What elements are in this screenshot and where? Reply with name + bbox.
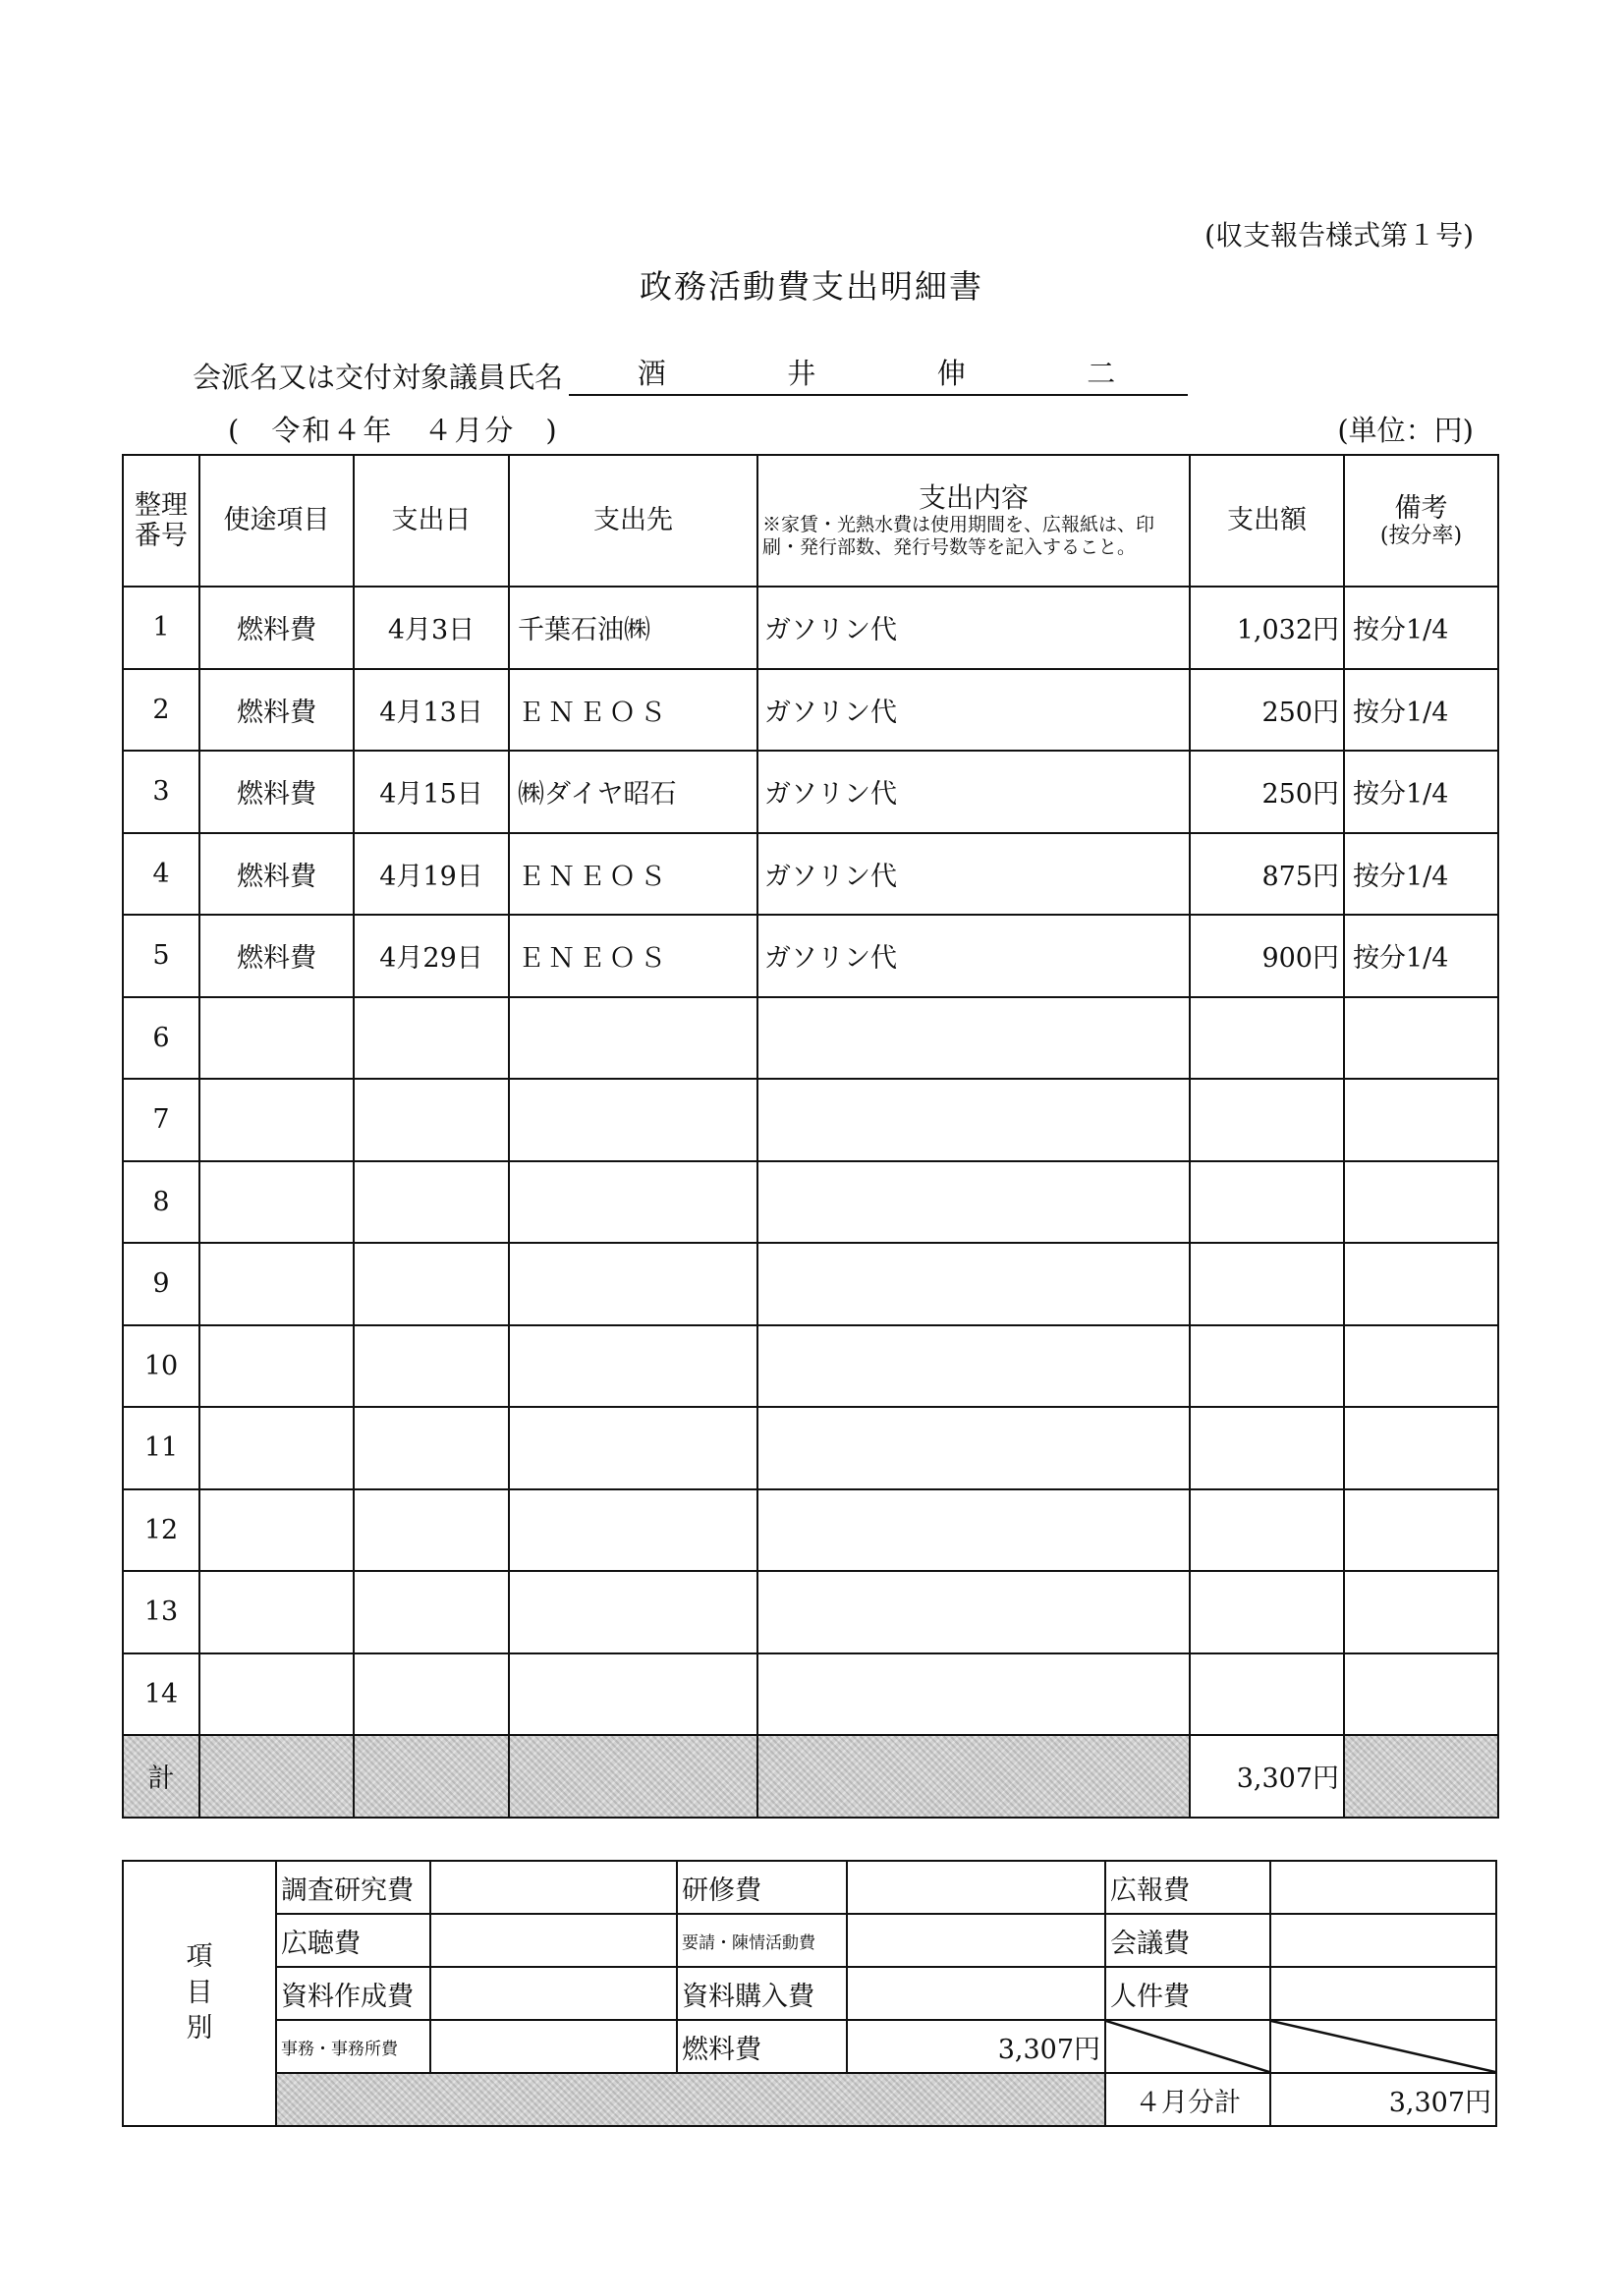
summary-label-materials-purchase: 資料購入費 (677, 1967, 847, 2020)
table-row (123, 915, 1498, 997)
row-category: 燃料費 (199, 587, 354, 669)
row-remarks (1344, 1571, 1498, 1653)
row-category (199, 1571, 354, 1653)
row-no: 1 (123, 587, 199, 669)
row-content (757, 1489, 1190, 1572)
summary-label-pr: 広報費 (1105, 1861, 1270, 1914)
diagonal-strike-cell (1105, 2020, 1270, 2073)
row-date: 4月15日 (354, 751, 509, 833)
header-amount: 支出額 (1190, 455, 1344, 587)
row-category (199, 1325, 354, 1408)
row-remarks (1344, 1653, 1498, 1736)
row-remarks: 按分1/4 (1344, 833, 1498, 916)
row-payee: ＥＮＥＯＳ (509, 669, 757, 752)
member-name-char: 酒 (637, 357, 670, 390)
row-date: 4月29日 (354, 915, 509, 997)
row-date (354, 1489, 509, 1572)
table-row (123, 1079, 1498, 1161)
table-row (123, 1325, 1498, 1408)
total-label: 計 (123, 1735, 199, 1818)
diagonal-strike-cell (1270, 2020, 1496, 2073)
table-row (123, 1489, 1498, 1572)
form-number: (収支報告様式第１号) (1204, 219, 1474, 252)
row-content: ガソリン代 (757, 669, 1190, 752)
table-row (123, 1407, 1498, 1489)
row-payee (509, 1571, 757, 1653)
row-payee: ＥＮＥＯＳ (509, 915, 757, 997)
row-date (354, 1407, 509, 1489)
row-category (199, 1407, 354, 1489)
summary-value-meeting (1270, 1914, 1496, 1967)
row-remarks (1344, 1079, 1498, 1161)
table-row (123, 1161, 1498, 1244)
row-no: 6 (123, 997, 199, 1080)
table-row (123, 1243, 1498, 1325)
table-row (123, 997, 1498, 1080)
row-payee (509, 1243, 757, 1325)
row-no: 13 (123, 1571, 199, 1653)
header-no: 整理 番号 (123, 455, 199, 587)
header-content-note: ※家賃・光熱水費は使用期間を、広報紙は、印刷・発行部数、発行号数等を記入すること。 (762, 514, 1155, 559)
row-date (354, 1571, 509, 1653)
row-amount (1190, 1571, 1344, 1653)
row-no: 14 (123, 1653, 199, 1736)
row-date (354, 1079, 509, 1161)
row-no: 8 (123, 1161, 199, 1244)
table-row (123, 1571, 1498, 1653)
table-header-row (123, 455, 1498, 587)
header-remarks-title: 備考 (1394, 492, 1448, 524)
row-amount (1190, 1079, 1344, 1161)
summary-label-meeting: 会議費 (1105, 1914, 1270, 1967)
summary-value-materials-creation (430, 1967, 677, 2020)
document-title: 政務活動費支出明細書 (640, 267, 983, 306)
total-amount: 3,307円 (1190, 1735, 1344, 1818)
summary-value-fuel: 3,307円 (847, 2020, 1105, 2073)
row-category (199, 997, 354, 1080)
row-date: 4月3日 (354, 587, 509, 669)
row-date (354, 1243, 509, 1325)
row-category (199, 1243, 354, 1325)
row-payee (509, 1653, 757, 1736)
row-category: 燃料費 (199, 669, 354, 752)
member-name-char: 二 (1087, 357, 1120, 390)
row-category (199, 1079, 354, 1161)
row-payee: ㈱ダイヤ昭石 (509, 751, 757, 833)
member-row (193, 352, 1188, 396)
row-remarks (1344, 1407, 1498, 1489)
total-blank (354, 1735, 509, 1818)
row-date: 4月13日 (354, 669, 509, 752)
summary-row (123, 2020, 1496, 2073)
summary-total-row (123, 2073, 1496, 2126)
row-amount (1190, 1243, 1344, 1325)
row-payee: ＥＮＥＯＳ (509, 833, 757, 916)
summary-value-personnel (1270, 1967, 1496, 2020)
month-total-value: 3,307円 (1270, 2073, 1496, 2126)
summary-section-label: 項 目 別 (123, 1861, 276, 2126)
total-blank (509, 1735, 757, 1818)
row-no: 10 (123, 1325, 199, 1408)
row-content: ガソリン代 (757, 751, 1190, 833)
table-row (123, 1653, 1498, 1736)
row-remarks: 按分1/4 (1344, 669, 1498, 752)
row-no: 11 (123, 1407, 199, 1489)
row-amount: 875円 (1190, 833, 1344, 916)
summary-label-materials-creation: 資料作成費 (276, 1967, 430, 2020)
row-payee: 千葉石油㈱ (509, 587, 757, 669)
category-summary-table (122, 1860, 1497, 2127)
summary-value-petition (847, 1914, 1105, 1967)
header-remarks (1344, 455, 1498, 587)
row-payee (509, 1407, 757, 1489)
summary-label-research: 調査研究費 (276, 1861, 430, 1914)
row-category: 燃料費 (199, 915, 354, 997)
member-name (569, 352, 1188, 396)
row-remarks: 按分1/4 (1344, 587, 1498, 669)
summary-label-personnel: 人件費 (1105, 1967, 1270, 2020)
row-remarks: 按分1/4 (1344, 751, 1498, 833)
row-remarks (1344, 1325, 1498, 1408)
row-payee (509, 1489, 757, 1572)
row-date: 4月19日 (354, 833, 509, 916)
row-date (354, 997, 509, 1080)
summary-label-fuel: 燃料費 (677, 2020, 847, 2073)
table-row (123, 833, 1498, 916)
total-blank (757, 1735, 1190, 1818)
header-category: 使途項目 (199, 455, 354, 587)
row-date (354, 1325, 509, 1408)
row-amount: 1,032円 (1190, 587, 1344, 669)
row-payee (509, 1161, 757, 1244)
row-no: 2 (123, 669, 199, 752)
summary-row (123, 1914, 1496, 1967)
row-no: 5 (123, 915, 199, 997)
row-category (199, 1653, 354, 1736)
summary-value-training (847, 1861, 1105, 1914)
summary-value-materials-purchase (847, 1967, 1105, 2020)
row-content (757, 1161, 1190, 1244)
row-content (757, 1407, 1190, 1489)
month-total-label: ４月分計 (1105, 2073, 1270, 2126)
row-remarks (1344, 1161, 1498, 1244)
summary-row (123, 1967, 1496, 2020)
table-row (123, 751, 1498, 833)
member-label: 会派名又は交付対象議員氏名 (193, 361, 564, 394)
row-category (199, 1161, 354, 1244)
summary-label-hearing: 広聴費 (276, 1914, 430, 1967)
summary-shaded-blank (276, 2073, 1105, 2126)
row-content (757, 1571, 1190, 1653)
row-category: 燃料費 (199, 833, 354, 916)
row-no: 9 (123, 1243, 199, 1325)
row-amount: 900円 (1190, 915, 1344, 997)
summary-value-hearing (430, 1914, 677, 1967)
summary-value-research (430, 1861, 677, 1914)
row-payee (509, 1325, 757, 1408)
row-content (757, 1079, 1190, 1161)
summary-label-petition: 要請・陳情活動費 (677, 1914, 847, 1967)
total-row (123, 1735, 1498, 1818)
unit-label: (単位：円) (1337, 414, 1474, 447)
table-row (123, 587, 1498, 669)
row-amount (1190, 997, 1344, 1080)
row-date (354, 1653, 509, 1736)
header-payee: 支出先 (509, 455, 757, 587)
member-name-char: 井 (787, 357, 820, 390)
row-category (199, 1489, 354, 1572)
row-remarks (1344, 997, 1498, 1080)
row-content: ガソリン代 (757, 915, 1190, 997)
row-remarks (1344, 1243, 1498, 1325)
table-row (123, 669, 1498, 752)
header-content-title: 支出内容 (918, 481, 1029, 515)
member-name-char: 伸 (936, 357, 970, 390)
row-amount (1190, 1653, 1344, 1736)
summary-label-office: 事務・事務所費 (276, 2020, 430, 2073)
row-content (757, 1653, 1190, 1736)
row-amount (1190, 1325, 1344, 1408)
row-content: ガソリン代 (757, 587, 1190, 669)
row-amount: 250円 (1190, 751, 1344, 833)
row-no: 4 (123, 833, 199, 916)
row-payee (509, 997, 757, 1080)
row-content (757, 1325, 1190, 1408)
summary-value-pr (1270, 1861, 1496, 1914)
row-payee (509, 1079, 757, 1161)
row-amount (1190, 1489, 1344, 1572)
total-blank (1344, 1735, 1498, 1818)
expenditure-table (122, 454, 1499, 1819)
header-date: 支出日 (354, 455, 509, 587)
header-content (757, 455, 1190, 587)
row-no: 7 (123, 1079, 199, 1161)
row-amount (1190, 1407, 1344, 1489)
row-no: 3 (123, 751, 199, 833)
summary-value-office (430, 2020, 677, 2073)
row-content: ガソリン代 (757, 833, 1190, 916)
row-remarks: 按分1/4 (1344, 915, 1498, 997)
row-amount: 250円 (1190, 669, 1344, 752)
row-content (757, 1243, 1190, 1325)
row-amount (1190, 1161, 1344, 1244)
row-date (354, 1161, 509, 1244)
row-no: 12 (123, 1489, 199, 1572)
header-remarks-sub: (按分率) (1379, 523, 1463, 548)
summary-label-training: 研修費 (677, 1861, 847, 1914)
summary-row (123, 1861, 1496, 1914)
row-content (757, 997, 1190, 1080)
row-remarks (1344, 1489, 1498, 1572)
total-blank (199, 1735, 354, 1818)
row-category: 燃料費 (199, 751, 354, 833)
report-period: ( 令和４年 ４月分 ) (228, 414, 559, 447)
